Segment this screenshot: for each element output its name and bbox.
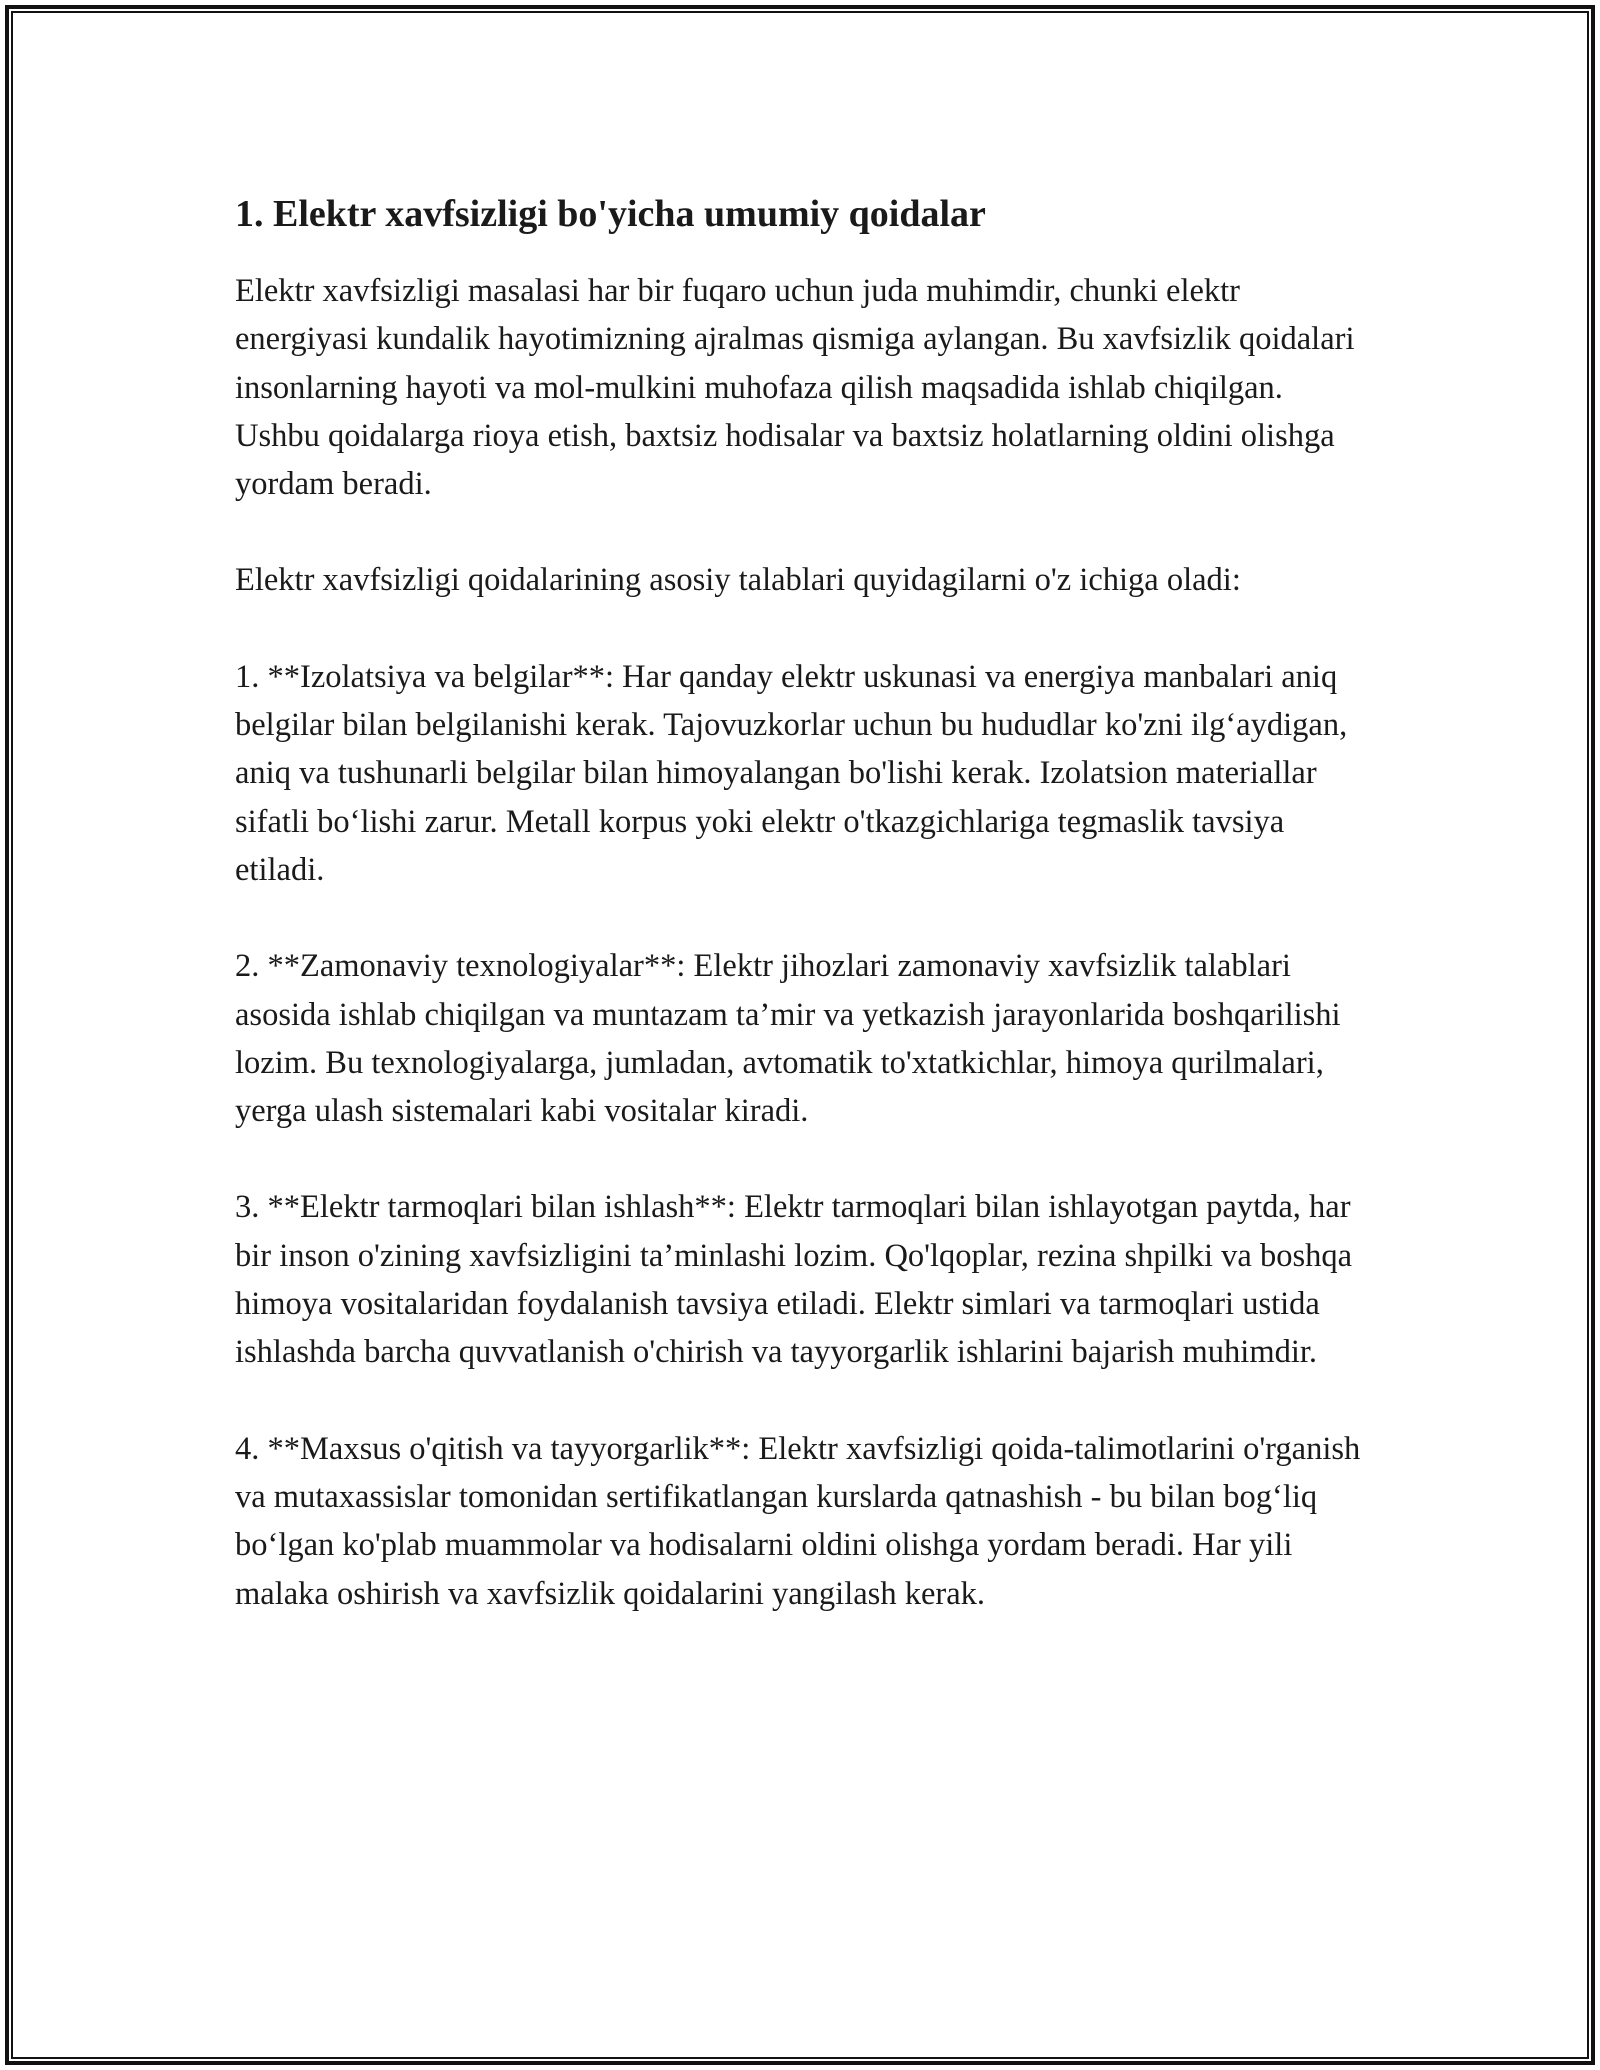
intro-paragraph: Elektr xavfsizligi masalasi har bir fuqaro uchun juda muhimdir, chunki elektr energiyasi kundalik hayotimizning ajralmas qismiga aylangan. Bu xavfsizlik qoidalari insonlarning hayoti va mol-mulkini muhofaza qilish maqsadida ishlab chiqilgan. Ushbu qoidalarga rioya etish, baxtsiz hodisalar va baxtsiz holatlarning oldini olishga yordam beradi. — [235, 273, 1355, 503]
document-title: 1. Elektr xavfsizligi bo'yicha umumiy qoidalar — [235, 193, 986, 235]
requirements-lead-paragraph: Elektr xavfsizligi qoidalarining asosiy talablari quyidagilarni o'z ichiga oladi: — [235, 562, 1241, 599]
requirement-1-paragraph: 1. **Izolatsiya va belgilar**: Har qanday elektr uskunasi va energiya manbalari aniq belgilar bilan belgilanishi kerak. Tajovuzkorlar uchun bu hududlar ko'zni ilg‘aydigan, aniq va tushunarli belgilar bilan himoyalangan bo'lishi kerak. Izolatsion materiallar sifatli bo‘lishi zarur. Metall korpus yoki elektr o'tkazgichlariga tegmaslik tavsiya etiladi. — [235, 658, 1348, 888]
requirement-2-paragraph: 2. **Zamonaviy texnologiyalar**: Elektr jihozlari zamonaviy xavfsizlik talablari asosida ishlab chiqilgan va muntazam ta’mir va yetkazish jarayonlarida boshqarilishi lozim. Bu texnologiyalarga, jumladan, avtomatik to'xtatkichlar, himoya qurilmalari, yerga ulash sistemalari kabi vositalar kiradi. — [235, 948, 1341, 1130]
requirement-4-paragraph: 4. **Maxsus o'qitish va tayyorgarlik**: Elektr xavfsizligi qoida-talimotlarini o'rganish va mutaxassislar tomonidan sertifikatlangan kurslarda qatnashish - bu bilan bog‘liq bo‘lgan ko'plab muammolar va hodisalarni oldini olishga yordam beradi. Har yili malaka oshirish va xavfsizlik qoidalarini yangilash kerak. — [235, 1430, 1361, 1612]
document-body — [235, 183, 1375, 1666]
requirement-3-paragraph: 3. **Elektr tarmoqlari bilan ishlash**: Elektr tarmoqlari bilan ishlayotgan paytda, har bir inson o'zining xavfsizligini ta’minlashi lozim. Qo'lqoplar, rezina shpilki va boshqa himoya vositalaridan foydalanish tavsiya etiladi. Elektr simlari va tarmoqlari ustida ishlashda barcha quvvatlanish o'chirish va tayyorgarlik ishlarini bajarish muhimdir. — [235, 1189, 1353, 1371]
